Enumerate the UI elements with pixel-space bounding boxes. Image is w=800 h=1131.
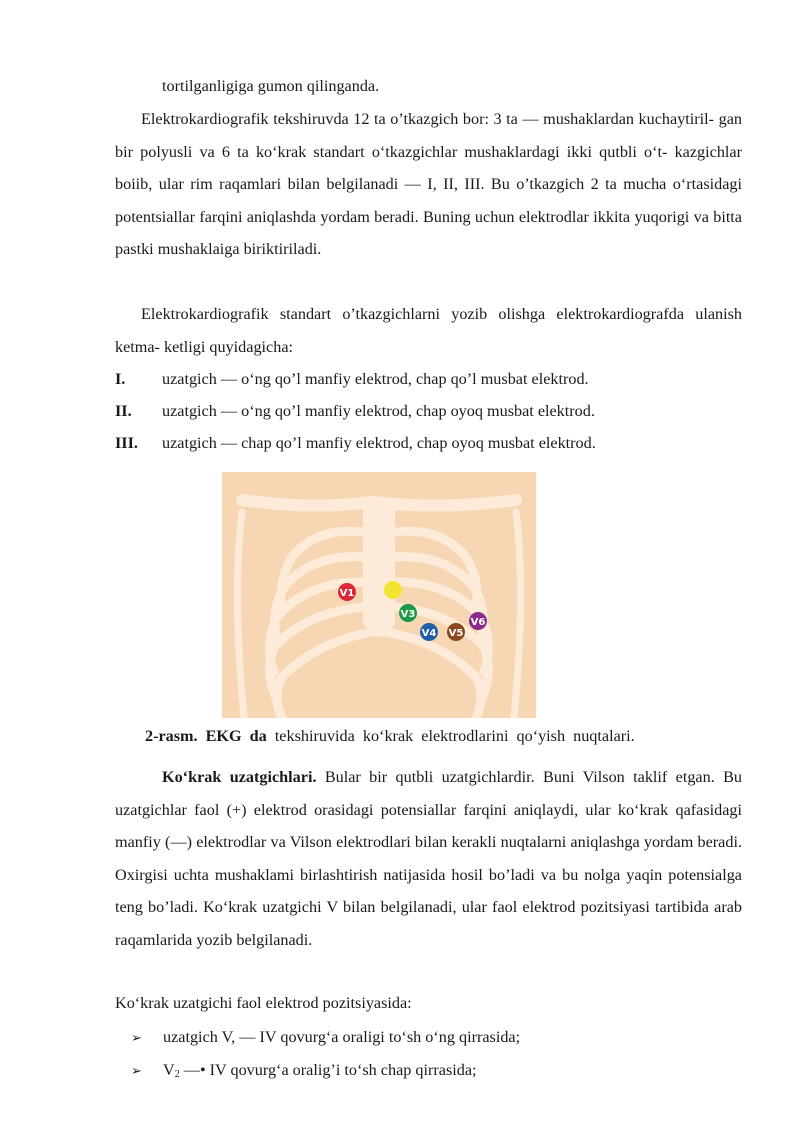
electrode-v3-label: V3 [400,609,416,620]
paragraph-standard-leads: Elektrokardiografik standart o’tkazgichlarni yozib olishga elektrokardiografda ulanish ketma- ketligi quyidagicha: [115,305,742,356]
bullet-subscript: 2 [174,1069,180,1080]
caption-text: tekshiruvida ko‘krak elektrodlarini qo‘yish nuqtalari. [274,727,635,745]
bullet-item-1 [131,1024,520,1052]
lead-number: III. [115,434,138,452]
bullet-text: uzatgich V, — IV qovurg‘a oraligi to‘sh o‘ng qirrasida; [163,1028,521,1046]
bullet-item-2 [131,1057,477,1088]
figure-caption [145,723,635,749]
bullet-prefix: V [163,1061,175,1079]
arrow-bullet-icon: ➢ [131,1064,142,1079]
continuation-line: tortilganligiga gumon qilinganda. [162,77,380,95]
electrode-v6 [469,612,487,630]
paragraph-chest-leads [115,761,742,957]
electrode-v5 [447,623,465,641]
chest-illustration [222,472,536,718]
electrode-v2 [384,581,402,599]
lead-text: uzatgich — chap qo’l manfiy elektrod, chap oyoq musbat elektrod. [162,434,596,452]
lead-number: II. [115,402,132,420]
electrode-v5-label: V5 [448,628,464,639]
paragraph-heading: Ko‘krak uzatgichlari. [162,768,317,786]
electrode-v1-label: V1 [339,588,355,599]
electrode-v3 [399,604,417,622]
electrode-v6-label: V6 [470,617,486,628]
lead-text: uzatgich — o‘ng qo’l manfiy elektrod, chap qo’l musbat elektrod. [162,370,589,388]
chest-electrode-figure [222,472,536,718]
electrode-v1 [338,583,356,601]
caption-bold: 2-rasm. EKG da [145,727,267,745]
sternum [367,508,391,633]
paragraph-leads-intro: Elektrokardiografik tekshiruvda 12 ta o’tkazgich bor: 3 ta — mushaklardan kuchaytiril- gan bir polyusli va 6 ta ko‘krak standart o‘tkazgichlar mushaklardagi ikki qutbli o‘t- kazgichlar boiib, ular rim raqamlari bilan belgilanadi — I, II, III. Bu o’tkazgich 2 ta mucha o‘rtasidagi potentsiallar farqini aniqlashda yordam beradi. Buning uchun elektrodlar ikkita yuqorigi va bitta pastki mushaklaiga biriktiriladi. [115,110,742,259]
lead-number: I. [115,370,126,388]
paragraph-body: Bular bir qutbli uzatgichlardir. Buni Vilson taklif etgan. Bu uzatgichlar faol (+) elektrod orasidagi potensiallar farqini aniqlaydi, ular ko‘krak qafasidagi manfiy (—) elektrodlar va Vilson elektrodlari bilan kerakli nuqtalarni aniqlashga yordam beradi. Oxirgisi uchta mushaklami birlashtirish natijasida hosil bo’ladi va bu nolga yaqin potensialga teng bo’ladi. Ko‘krak uzatgichi V bilan belgilanadi, ular faol elektrod pozitsiyasi tartibida arab raqamlarida yozib belgilanadi. [115,768,742,949]
bullet-text: —• IV qovurg‘a oralig’i to‘sh chap qirrasida; [179,1061,477,1079]
arrow-bullet-icon: ➢ [131,1031,142,1046]
electrode-v2-dot [384,581,402,599]
electrode-v4-label: V4 [421,628,437,639]
lead-text: uzatgich — o‘ng qo’l manfiy elektrod, chap oyoq musbat elektrod. [162,402,595,420]
paragraph-positions-intro: Ko‘krak uzatgichi faol elektrod pozitsiyasida: [115,994,412,1012]
electrode-v4 [420,623,438,641]
